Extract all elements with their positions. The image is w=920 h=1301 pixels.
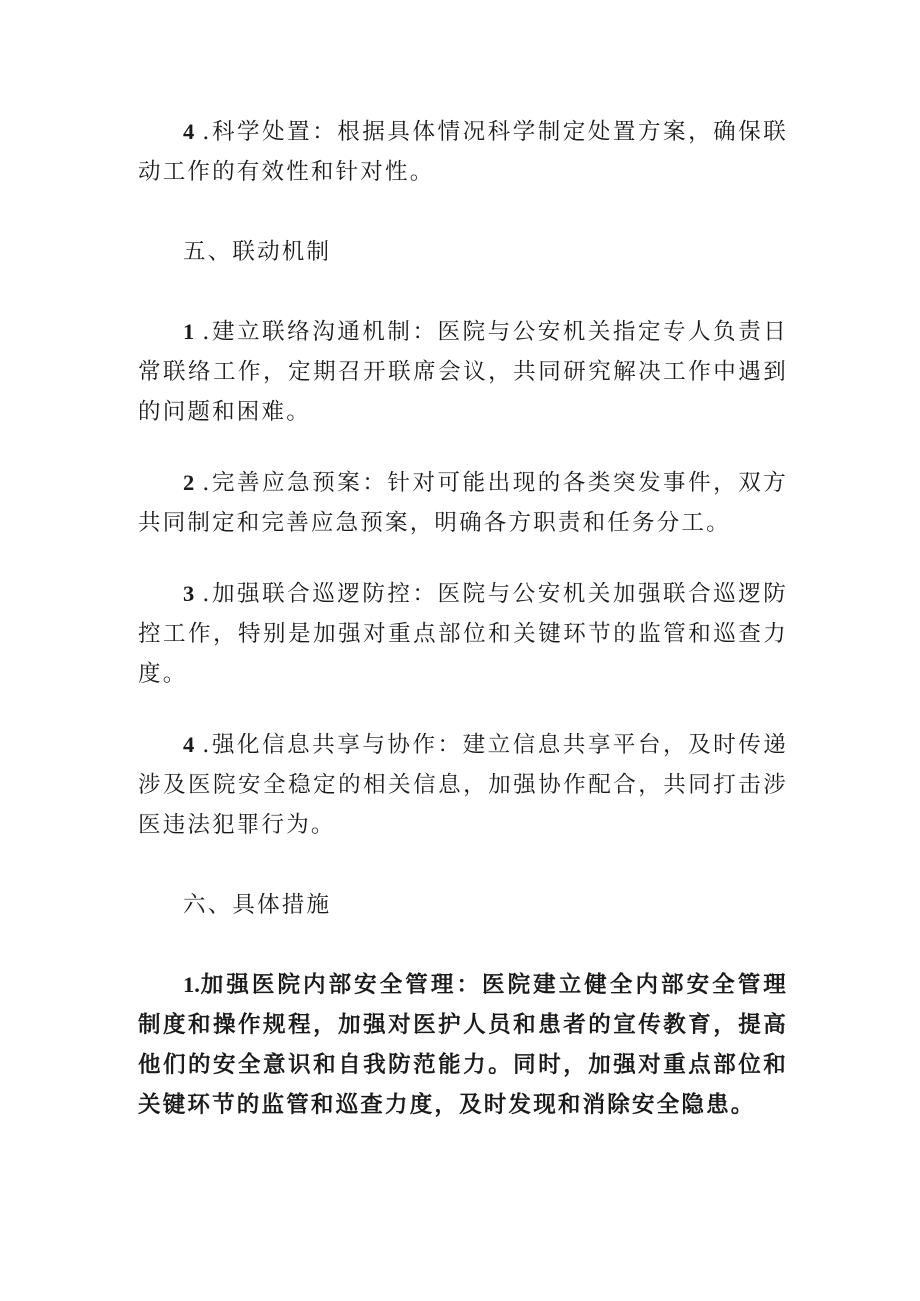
item-text: .科学处置：根据具体情况科学制定处置方案，确保联动工作的有效性和针对性。 xyxy=(138,119,788,185)
paragraph-item-4-scientific-handling xyxy=(138,112,788,192)
paragraph-measure-1 xyxy=(138,965,788,1125)
document-page xyxy=(138,112,788,1125)
item-number: 1. xyxy=(183,972,200,997)
item-text: .完善应急预案：针对可能出现的各类突发事件，双方共同制定和完善应急预案，明确各方职责和任务分工。 xyxy=(138,470,788,536)
item-number: 1 xyxy=(183,319,195,344)
item-number: 2 xyxy=(183,470,195,495)
item-text: 加强医院内部安全管理：医院建立健全内部安全管理制度和操作规程，加强对医护人员和患者的宣传教育，提高他们的安全意识和自我防范能力。同时，加强对重点部位和关键环节的监管和巡查力度，及时发现和消除安全隐患。 xyxy=(138,972,788,1118)
item-number: 3 xyxy=(183,581,195,606)
paragraph-mechanism-4 xyxy=(138,725,788,845)
paragraph-mechanism-3 xyxy=(138,574,788,694)
section-heading-linkage-mechanism: 五、联动机制 xyxy=(183,239,332,265)
paragraph-mechanism-1 xyxy=(138,312,788,432)
item-text: .加强联合巡逻防控：医院与公安机关加强联合巡逻防控工作，特别是加强对重点部位和关键环节的监管和巡查力度。 xyxy=(138,581,788,687)
item-text: .强化信息共享与协作：建立信息共享平台，及时传递涉及医院安全稳定的相关信息，加强协作配合，共同打击涉医违法犯罪行为。 xyxy=(138,732,788,838)
paragraph-mechanism-2 xyxy=(138,463,788,543)
item-number: 4 xyxy=(183,119,195,144)
section-heading-specific-measures: 六、具体措施 xyxy=(183,892,332,918)
item-number: 4 xyxy=(183,732,195,757)
item-text: .建立联络沟通机制：医院与公安机关指定专人负责日常联络工作，定期召开联席会议，共同研究解决工作中遇到的问题和困难。 xyxy=(138,319,788,425)
